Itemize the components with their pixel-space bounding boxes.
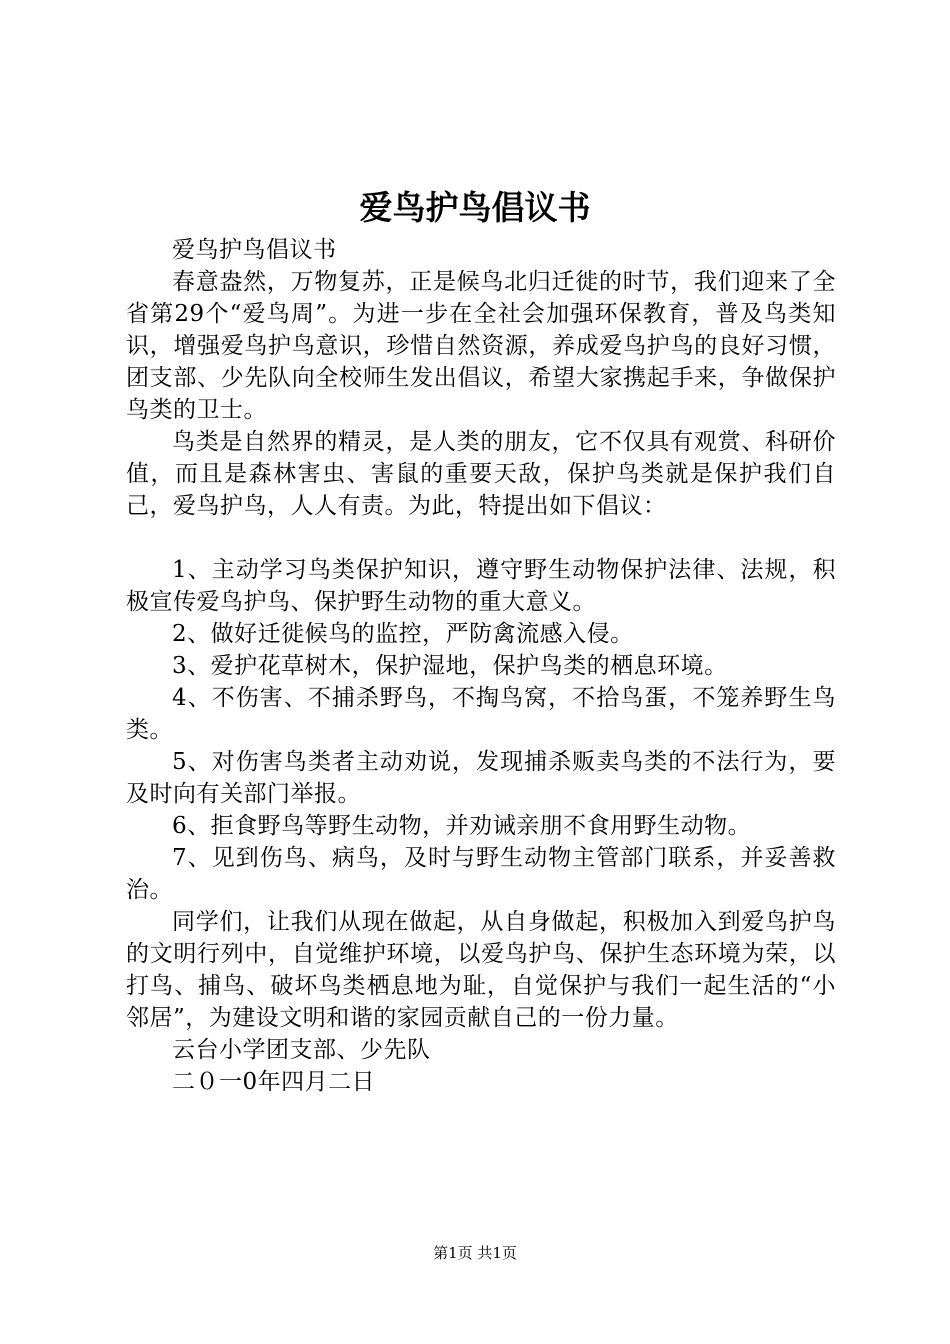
document-date: 二０一0年四月二日 bbox=[172, 1069, 376, 1095]
heading-line: 爱鸟护鸟倡议书 bbox=[172, 237, 337, 263]
proposal-1: 1、主动学习鸟类保护知识，遵守野生动物保护法律、法规，积极宣传爱鸟护鸟、保护野生动物的重大意义。 bbox=[126, 557, 836, 615]
intro-paragraph-1: 春意盎然，万物复苏，正是候鸟北归迁徙的时节，我们迎来了全省第29个“爱鸟周”。为进一步在全社会加强环保教育，普及鸟类知识，增强爱鸟护鸟意识，珍惜自然资源，养成爱鸟护鸟的良好习惯，团支部、少先队向全校师生发出倡议，希望大家携起手来，争做保护鸟类的卫士。 bbox=[126, 269, 836, 423]
proposal-4: 4、不伤害、不捕杀野鸟，不掏鸟窝，不拾鸟蛋，不笼养野生鸟类。 bbox=[126, 685, 836, 743]
document-title: 爱鸟护鸟倡议书 bbox=[359, 188, 591, 227]
closing-paragraph: 同学们，让我们从现在做起，从自身做起，积极加入到爱鸟护鸟的文明行列中，自觉维护环境，以爱鸟护鸟、保护生态环境为荣，以打鸟、捕鸟、破坏鸟类栖息地为耻，自觉保护与我们一起生活的“小邻居”，为建设文明和谐的家园贡献自己的一份力量。 bbox=[126, 909, 836, 1031]
proposal-2: 2、做好迁徙候鸟的监控，严防禽流感入侵。 bbox=[172, 621, 634, 647]
document-body bbox=[126, 234, 836, 1098]
signature: 云台小学团支部、少先队 bbox=[172, 1037, 431, 1063]
blank-line bbox=[126, 522, 836, 554]
proposal-3: 3、爱护花草树木，保护湿地，保护鸟类的栖息环境。 bbox=[172, 653, 728, 679]
intro-paragraph-2: 鸟类是自然界的精灵，是人类的朋友，它不仅具有观赏、科研价值，而且是森林害虫、害鼠的重要天敌，保护鸟类就是保护我们自己，爱鸟护鸟，人人有责。为此，特提出如下倡议： bbox=[126, 429, 836, 519]
proposal-5: 5、对伤害鸟类者主动劝说，发现捕杀贩卖鸟类的不法行为，要及时向有关部门举报。 bbox=[126, 749, 836, 807]
proposal-6: 6、拒食野鸟等野生动物，并劝诫亲朋不食用野生动物。 bbox=[172, 813, 752, 839]
page-footer: 第1页 共1页 bbox=[433, 1244, 517, 1262]
proposal-7: 7、见到伤鸟、病鸟，及时与野生动物主管部门联系，并妥善救治。 bbox=[126, 845, 836, 903]
